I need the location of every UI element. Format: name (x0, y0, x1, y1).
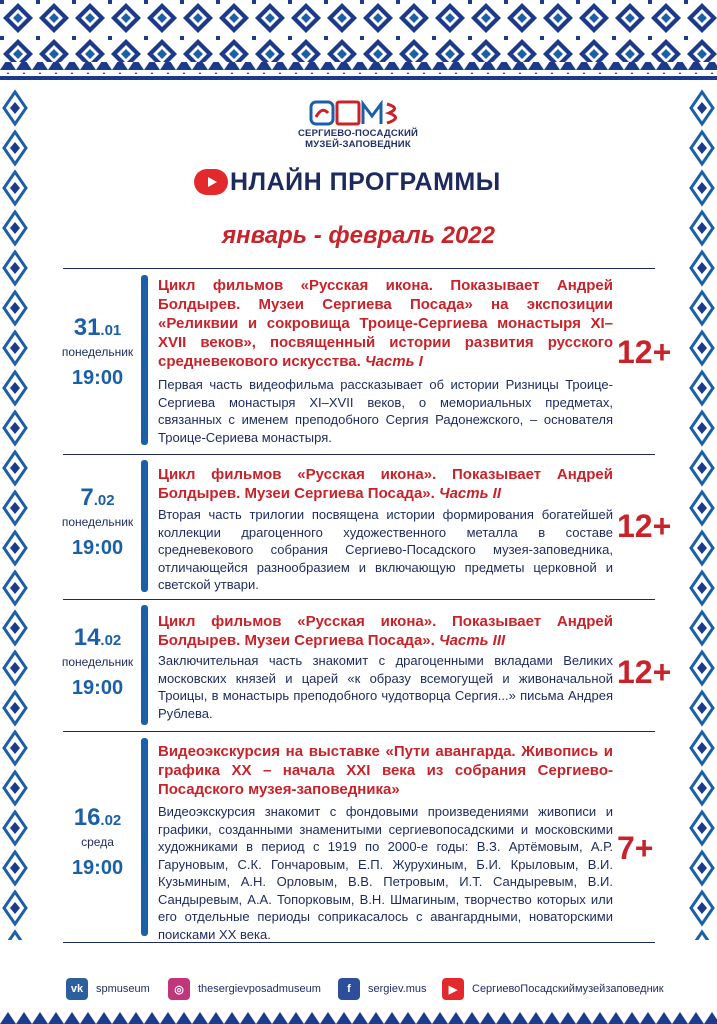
event-title (158, 276, 613, 371)
event-title (158, 612, 613, 650)
event-month: .01 (100, 322, 122, 339)
museum-name-line2: МУЗЕЙ-ЗАПОВЕДНИК (305, 139, 411, 150)
divider (63, 454, 655, 455)
event-day: 7 (80, 484, 94, 511)
event-title-text: Видеоэкскурсия на выставке «Пути авангарда. Живопись и графика XX – начала XXI века из собрания Сергиево-Посадского музея-заповедника» (158, 743, 613, 798)
youtube-icon: ▶ (442, 978, 464, 1000)
youtube-play-icon (194, 169, 228, 195)
event-weekday: понедельник (61, 345, 134, 359)
page-title: НЛАЙН ПРОГРАММЫ (230, 167, 501, 196)
event-date (50, 624, 145, 700)
event-weekday: понедельник (61, 515, 134, 529)
event-date (50, 314, 145, 390)
event-title-text: Цикл фильмов «Русская икона». Показывает Андрей Болдырев. Музеи Сергиева Посада». (158, 466, 613, 502)
event-month: .02 (100, 812, 122, 829)
event-description: Вторая часть трилогии посвящена истории формирования богатейшей коллекции драгоценного художественного металла в составе средневекового собрания Сергиево-Посадского музея-заповедника, отличающейся разнообразием и включающую предметы церковной и светской утвари. (158, 507, 613, 592)
event-weekday: среда (81, 835, 114, 849)
event-month: .02 (100, 632, 122, 649)
event-day: 16 (73, 804, 101, 831)
age-rating: 7+ (617, 830, 654, 866)
event-time: 19:00 (71, 677, 124, 699)
event-title (158, 742, 613, 799)
event-title-text: Цикл фильмов «Русская икона». Показывает Андрей Болдырев. Музеи Сергиева Посада». (158, 613, 613, 649)
vk-link[interactable] (66, 977, 150, 1001)
instagram-handle: thesergievposadmuseum (198, 983, 321, 995)
event-part: Часть III (438, 632, 506, 649)
event-description: Видеоэкскурсия знакомит с фондовыми произведениями живописи и графики, созданными знаменитыми сергиевопосадскими и московскими художниками в период с 1919 по 2000-е годы: В.З. Артёмовым, А.Р. Гаруновым, С.К. Гончаровым, Е.П. Журухиным, Б.И. Крыловым, В.И. Кузьминым, А.Н. Орловым, В.В. Петровым, И.Т. Сандыревым, В.И. Сандыревым, А.А. Топорковым, В.Н. Шмагиным, творчество которых или его отдельные периоды соприкасалось с авангардными, новаторскими поисками XX века. (158, 804, 613, 942)
page-title-row (194, 166, 501, 198)
event-time: 19:00 (71, 857, 124, 879)
age-rating: 12+ (617, 508, 672, 544)
ornament-top-border (0, 0, 717, 88)
event-month: .02 (93, 492, 115, 509)
event-part: Часть I (364, 353, 423, 370)
program-period: январь - февраль 2022 (221, 222, 495, 249)
divider (63, 731, 655, 732)
instagram-icon: ◎ (168, 978, 190, 1000)
divider (63, 599, 655, 600)
event-description: Заключительная часть знакомит с драгоценными вкладами Великих московских князей и царей «к образу всемогущей и живоначальной Троицы, в монастырь преподобного чудотворца Сергия...» письма Андрея Рублева. (158, 653, 613, 721)
event-date (50, 804, 145, 880)
event-title (158, 465, 613, 503)
museum-name-line1: СЕРГИЕВО-ПОСАДСКИЙ (298, 128, 418, 139)
vk-handle: spmuseum (96, 983, 150, 995)
event-time: 19:00 (71, 537, 124, 559)
facebook-handle: sergiev.mus (368, 983, 427, 995)
youtube-link[interactable] (442, 977, 664, 1001)
event-date (50, 484, 145, 560)
ornament-left-border (0, 88, 30, 940)
event-description: Первая часть видеофильма рассказывает об истории Ризницы Троице-Сергиева монастыря XI–XVII веков, о мемориальных предметах, связанных с именем преподобного Сергия Радонежского, – основателя Троице-Сериева монастыря. (158, 377, 613, 445)
instagram-link[interactable] (168, 977, 321, 1001)
vk-icon: vk (66, 978, 88, 1000)
divider (63, 268, 655, 269)
event-weekday: понедельник (61, 655, 134, 669)
event-time: 19:00 (71, 367, 124, 389)
event-day: 14 (73, 624, 101, 651)
social-footer (60, 977, 680, 1001)
age-rating: 12+ (617, 654, 672, 690)
facebook-icon: f (338, 978, 360, 1000)
event-part: Часть II (438, 485, 502, 502)
youtube-channel: СергиевоПосадскиймузейзаповедник (472, 983, 664, 995)
age-rating: 12+ (617, 334, 672, 370)
ornament-bottom-border (0, 1010, 717, 1024)
museum-logo (309, 100, 405, 126)
event-title-text: Цикл фильмов «Русская икона. Показывает Андрей Болдырев. Музеи Сергиева Посада» на экспозиции «Реликвии и сокровища Троице-Сергиева монастыря XI–XVII веков», посвященный истории развития русского средневекового искусства. (158, 277, 613, 370)
facebook-link[interactable] (338, 977, 426, 1001)
event-day: 31 (73, 314, 101, 341)
museum-name (250, 128, 466, 150)
